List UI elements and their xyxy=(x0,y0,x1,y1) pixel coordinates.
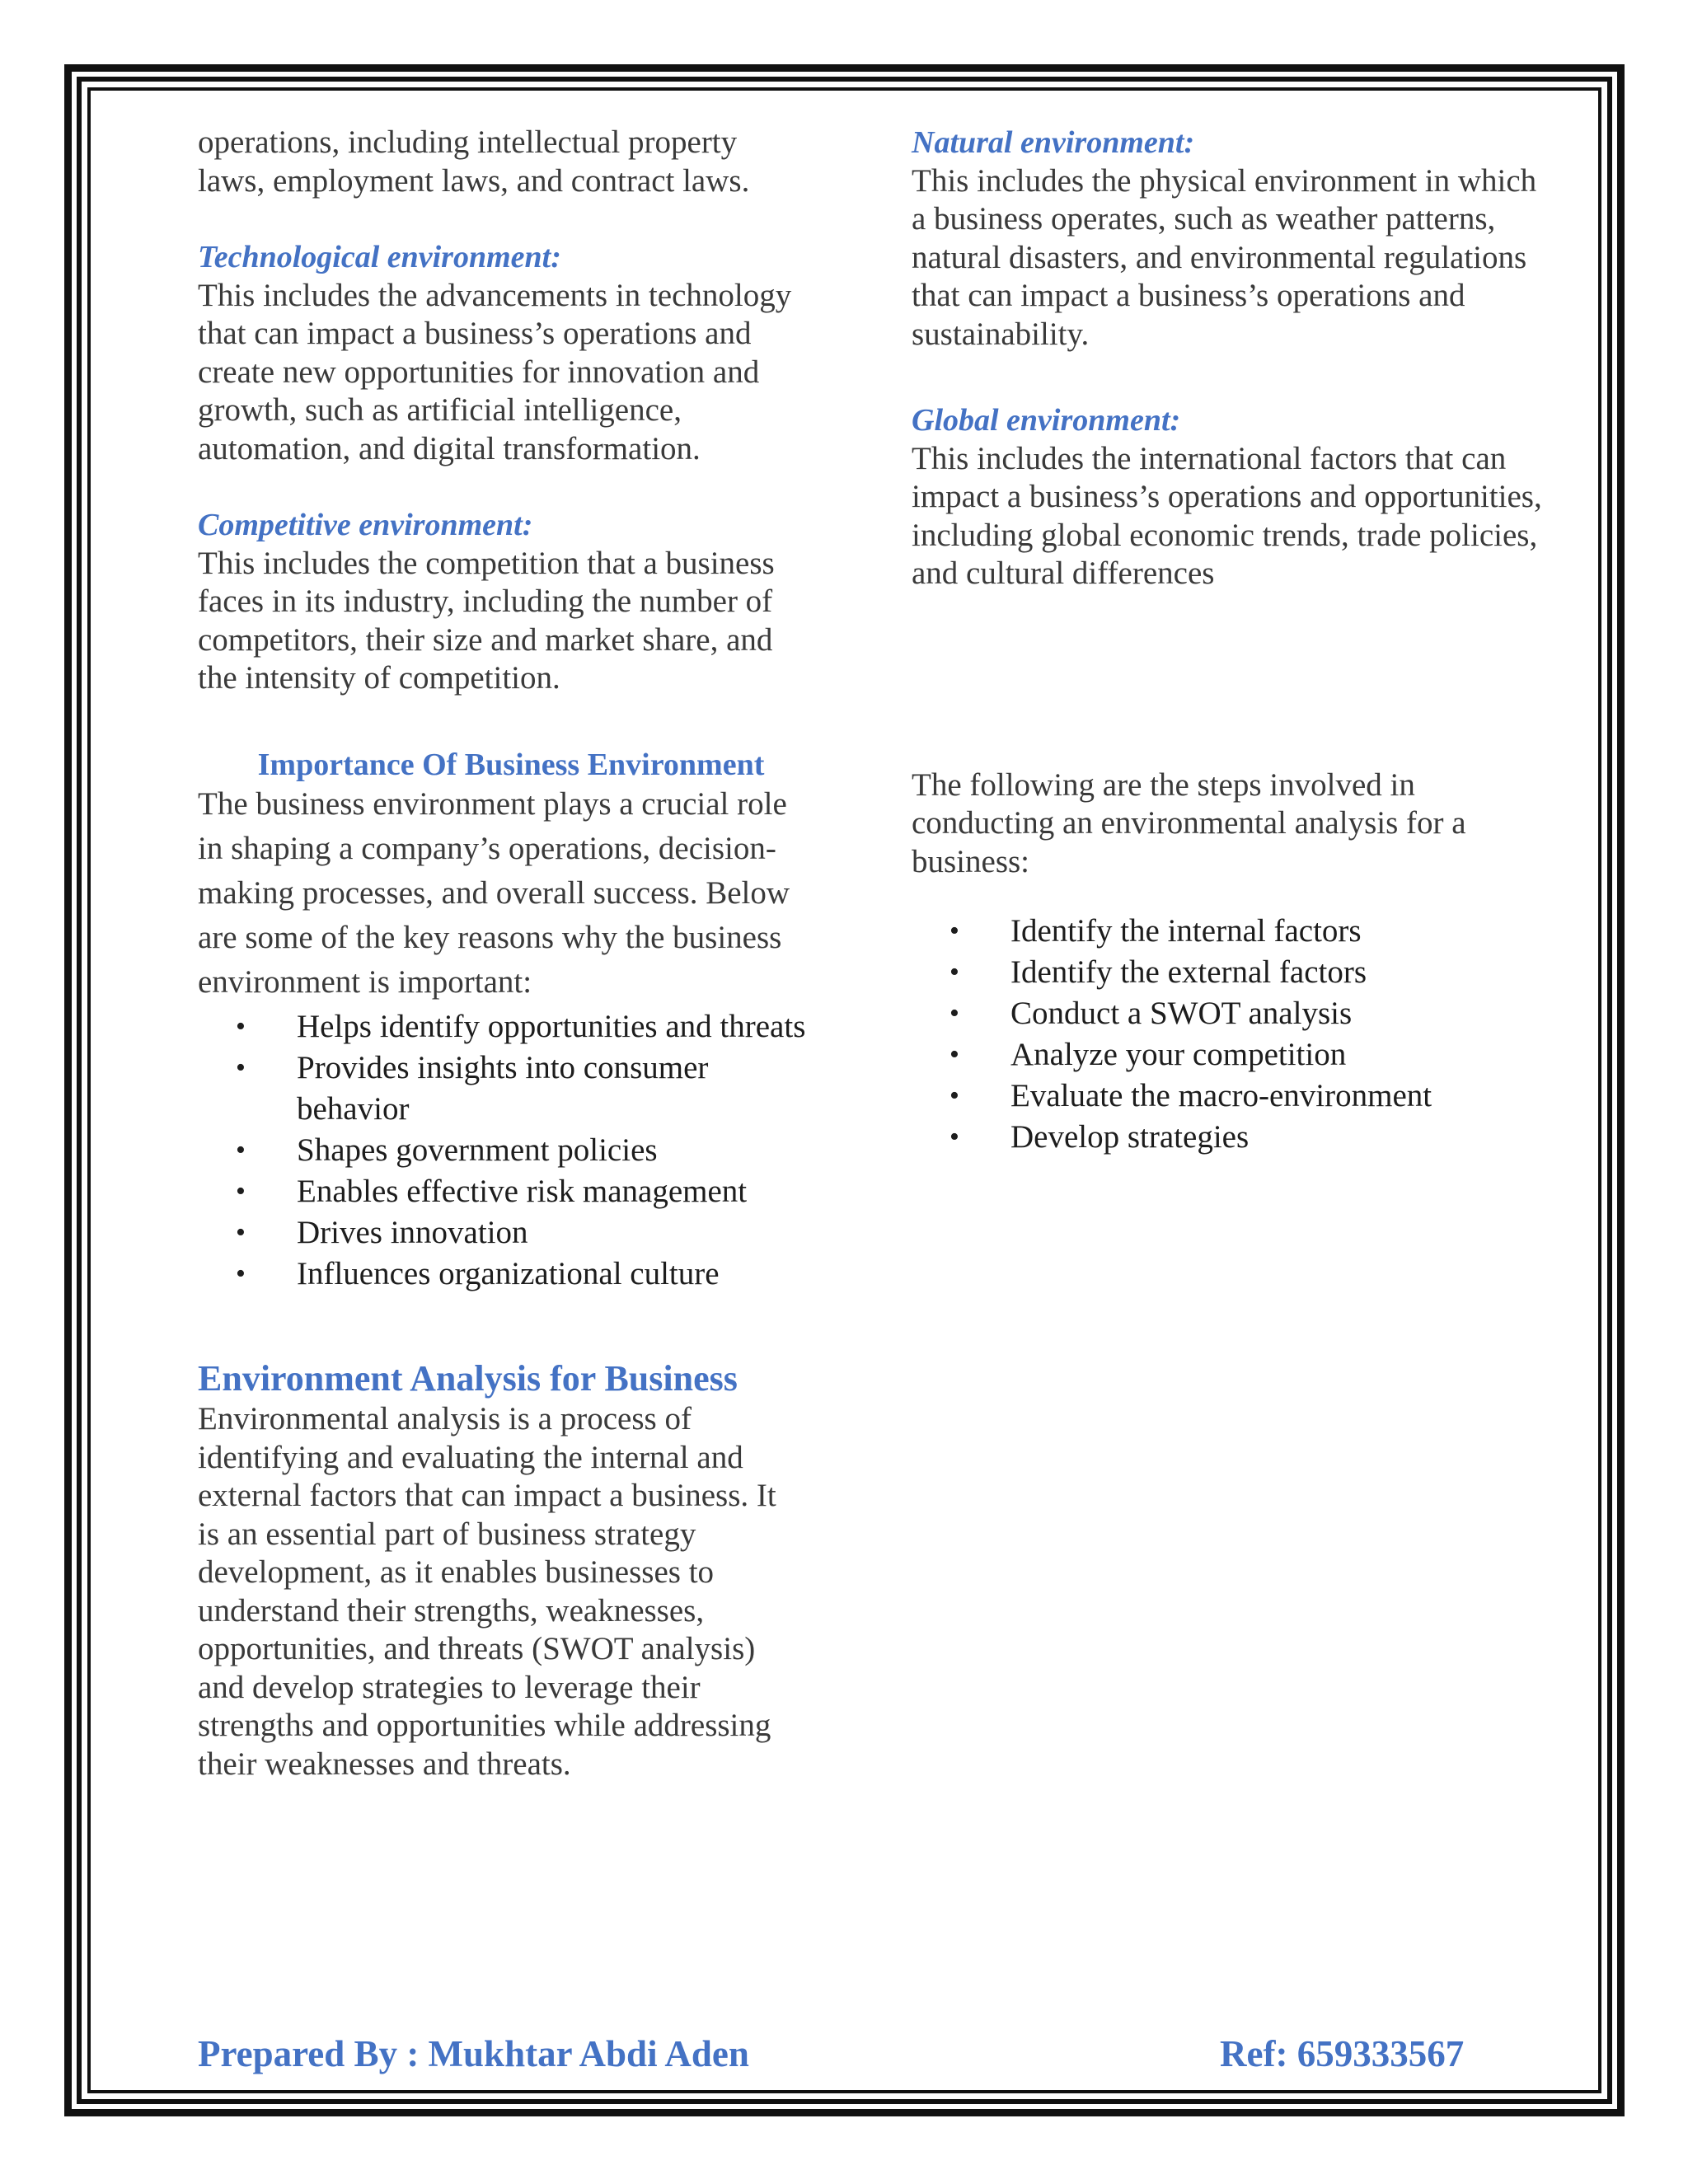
bullet-icon: • xyxy=(236,1011,246,1042)
intro-paragraph: operations, including intellectual property laws, employment laws, and contract laws. xyxy=(198,124,750,199)
importance-list xyxy=(198,1006,824,1295)
list-item: • Helps identify opportunities and threats xyxy=(198,1006,824,1047)
list-item: • Shapes government policies xyxy=(198,1130,824,1171)
reference-number: Ref: 659333567 xyxy=(1220,2033,1465,2074)
bullet-icon: • xyxy=(950,1080,959,1111)
bullet-icon: • xyxy=(950,916,959,946)
analysis-body: Environmental analysis is a process of identifying and evaluating the internal and external factors that can impact a business. It is an essential part of business strategy development, as it enables businesses to understand their strengths, weaknesses, opportunities, and threats (SWOT analysis) and develop strategies to leverage their strengths and opportunities while addressing their weaknesses and threats. xyxy=(198,1401,776,1782)
list-item: • Evaluate the macro-environment xyxy=(912,1076,1538,1117)
bullet-icon: • xyxy=(236,1217,246,1248)
list-item: • Conduct a SWOT analysis xyxy=(912,993,1538,1034)
importance-heading: Importance Of Business Environment xyxy=(257,747,765,782)
competitive-heading: Competitive environment: xyxy=(198,508,533,542)
global-body: This includes the international factors that can impact a business’s operations and opportunities, including global economic trends, trade policies, and cultural differences xyxy=(912,440,1542,591)
bullet-icon: • xyxy=(236,1258,246,1289)
left-column xyxy=(198,124,824,1783)
steps-list xyxy=(912,911,1538,1158)
list-item: • Develop strategies xyxy=(912,1117,1538,1158)
bullet-icon: • xyxy=(950,1039,959,1070)
list-item: • Identify the internal factors xyxy=(912,911,1538,952)
technological-body: This includes the advancements in technology that can impact a business’s operations and create new opportunities for innovation and growth, such as artificial intelligence, automation, and digital transformation. xyxy=(198,277,792,466)
analysis-heading: Environment Analysis for Business xyxy=(198,1358,738,1399)
bullet-icon: • xyxy=(950,957,959,987)
natural-heading: Natural environment: xyxy=(912,125,1195,160)
bullet-icon: • xyxy=(950,998,959,1029)
list-item: • Enables effective risk management xyxy=(198,1171,824,1212)
global-heading: Global environment: xyxy=(912,403,1181,438)
bullet-icon: • xyxy=(236,1052,246,1083)
bullet-icon: • xyxy=(236,1135,246,1165)
importance-body: The business environment plays a crucial role in shaping a company’s operations, decision-making processes, and overall success. Below are some of the key reasons why the business environment is important: xyxy=(198,786,790,1000)
bullet-icon: • xyxy=(236,1176,246,1207)
prepared-by: Prepared By : Mukhtar Abdi Aden xyxy=(198,2033,749,2074)
list-item: • Provides insights into consumer behavior xyxy=(198,1047,824,1130)
list-item: • Drives innovation xyxy=(198,1212,824,1254)
list-item: • Analyze your competition xyxy=(912,1034,1538,1076)
technological-heading: Technological environment: xyxy=(198,240,561,274)
right-column xyxy=(912,124,1542,1158)
bullet-icon: • xyxy=(950,1122,959,1152)
list-item: • Identify the external factors xyxy=(912,952,1538,993)
steps-intro: The following are the steps involved in conducting an environmental analysis for a business: xyxy=(912,766,1466,879)
list-item: • Influences organizational culture xyxy=(198,1254,824,1295)
natural-body: This includes the physical environment in which a business operates, such as weather patterns, natural disasters, and environmental regulations that can impact a business’s operations and sustainability. xyxy=(912,162,1537,352)
competitive-body: This includes the competition that a business faces in its industry, including the number of competitors, their size and market share, and the intensity of competition. xyxy=(198,545,775,696)
